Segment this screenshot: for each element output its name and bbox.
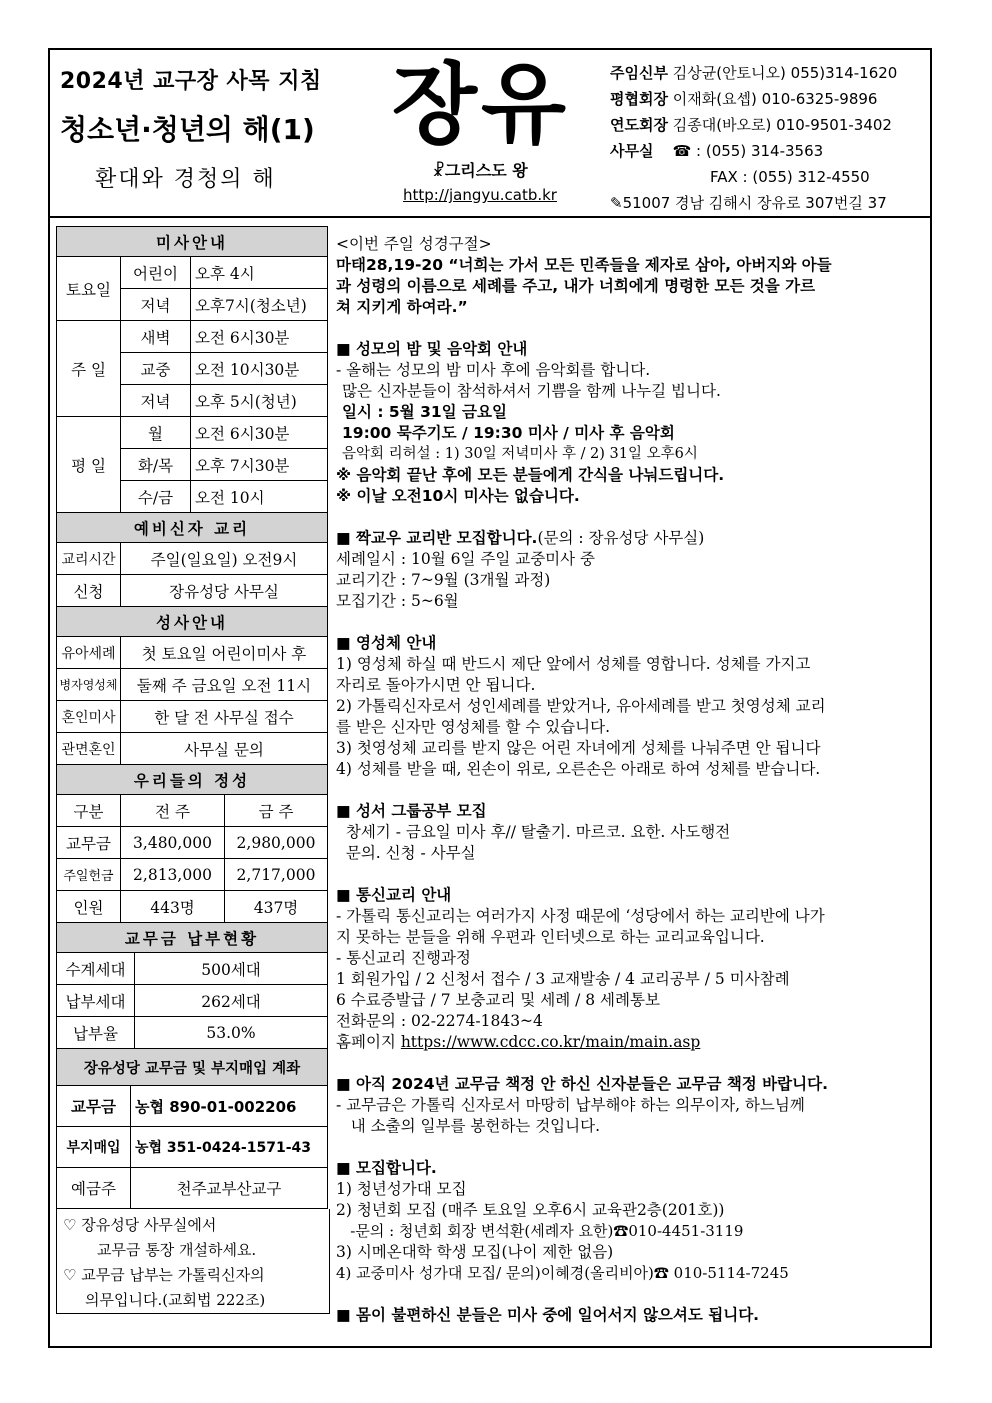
offering-cell: 주일헌금 [57,859,121,891]
section-line: - 올해는 성모의 밤 미사 후에 음악회를 합니다. [336,361,651,379]
mass-type: 어린이 [121,257,191,289]
catechumen-value: 장유성당 사무실 [121,575,328,607]
mass-time: 오후 4시 [191,257,328,289]
offering-cell: 3,480,000 [121,827,225,859]
contact-council: 평협회장 이재화(요셉) 010-6325-9896 [610,90,878,108]
sacrament-key: 관면혼인 [57,733,121,765]
left-column [56,226,328,1314]
offering-header: 전 주 [121,795,225,827]
dues-key: 납부세대 [57,985,135,1017]
feast-subtitle: ☧그리스도 왕 [432,161,528,180]
website-link[interactable]: http://jangyu.catb.kr [403,186,557,204]
section-title-row [336,528,926,549]
section-line: 4) 교중미사 성가대 모집/ 문의)이혜경(올리비아)☎ 010-5114-7245 [336,1264,789,1282]
homepage-link[interactable]: https://www.cdcc.co.kr/main/main.asp [400,1033,701,1051]
offering-cell: 2,717,000 [225,859,328,891]
account-value: 천주교부산교구 [131,1168,328,1209]
account-value: 농협 890-01-002206 [131,1086,328,1127]
note-line: 교무금 통장 개설하세요. [97,1241,257,1259]
section-line: 문의. 신청 - 사무실 [336,844,476,862]
section-line: 모집기간 : 5~6월 [336,592,459,610]
offering-cell: 교무금 [57,827,121,859]
table-row [57,891,328,923]
account-key: 예금주 [57,1168,131,1209]
mass-time: 오후7시(청소년) [191,289,328,321]
section-line: 전화문의 : 02-2274-1843~4 [336,1012,543,1030]
offering-header: 금 주 [225,795,328,827]
section-line: 지 못하는 분들을 위해 우편과 인터넷으로 하는 교리교육입니다. [336,928,765,946]
section-title: ■ 통신교리 안내 [336,886,452,904]
contact-office: 사무실 ☎ : (055) 314-3563 [610,142,824,160]
section-line: 창세기 - 금요일 미사 후// 탈출기. 마르코. 요한. 사도행전 [336,823,731,841]
mass-type: 저녁 [121,385,191,417]
account-table [56,1048,328,1209]
section-line: 많은 신자분들이 참석하셔서 기쁨을 함께 나누길 빕니다. [342,382,721,400]
mass-title: 미사안내 [57,227,328,257]
section-line: 3) 첫영성체 교리를 받지 않은 어린 자녀에게 성체를 나눠주면 안 됩니다 [336,739,821,757]
section-title: ■ 성서 그룹공부 모집 [336,802,487,820]
mass-type: 저녁 [121,289,191,321]
section-line: 1) 청년성가대 모집 [336,1180,467,1198]
mass-time: 오전 10시 [191,481,328,513]
offering-cell: 2,813,000 [121,859,225,891]
info-table [56,226,328,765]
section-line: 2) 가톨릭신자로서 성인세례를 받았거나, 유아세례를 받고 첫영성체 교리 [336,697,826,715]
mass-time: 오전 6시30분 [191,321,328,353]
mass-type: 월 [121,417,191,449]
section-line: 19:00 묵주기도 / 19:30 미사 / 미사 후 음악회 [342,424,675,442]
year-theme: 청소년·청년의 해(1) [60,113,315,146]
section-line: ※ 음악회 끝난 후에 모든 분들에게 간식을 나눠드립니다. [336,466,725,484]
contact-yeondo: 연도회장 김종대(바오로) 010-9501-3402 [610,116,892,134]
note-line: 의무입니다.(교회법 222조) [85,1291,266,1309]
offering-cell: 인원 [57,891,121,923]
sacrament-value: 첫 토요일 어린이미사 후 [121,637,328,669]
section-note: (문의 : 장유성당 사무실) [537,529,705,547]
contact-pastor: 주임신부 김상균(안토니오) 055)314-1620 [610,64,898,82]
dues-value: 53.0% [135,1017,328,1049]
contact-fax: FAX : (055) 312-4550 [710,168,870,186]
section-title: ■ 모집합니다. [336,1159,437,1177]
catechumen-title: 예비신자 교리 [57,513,328,543]
section-title: ■ 아직 2024년 교무금 책정 안 하신 신자분들은 교무금 책정 바랍니다. [336,1075,828,1093]
pastoral-guideline: 2024년 교구장 사목 지침 [60,69,322,94]
sacrament-key: 병자영성체 [57,669,121,701]
account-key: 교무금 [57,1086,131,1127]
section-line: 일시 : 5월 31일 금요일 [342,403,507,421]
section-line: 자리로 돌아가시면 안 됩니다. [336,676,536,694]
account-title: 장유성당 교무금 및 부지매입 계좌 [57,1049,328,1086]
offering-cell: 2,980,000 [225,827,328,859]
section-line: ※ 이날 오전10시 미사는 없습니다. [336,487,580,505]
section-line: 교리기간 : 7~9월 (3개월 과정) [336,571,551,589]
mass-time: 오후 7시30분 [191,449,328,481]
offering-header: 구분 [57,795,121,827]
mass-time: 오전 6시30분 [191,417,328,449]
mass-type: 새벽 [121,321,191,353]
verse-line: 마태28,19-20 “너희는 가서 모든 민족들을 제자로 삼아, 아버지와 아들 [336,256,832,274]
offering-cell: 443명 [121,891,225,923]
bulletin-frame [48,48,932,1348]
dues-value: 262세대 [135,985,328,1017]
weekday-label: 평 일 [57,417,121,513]
section-line: 1 회원가입 / 2 신청서 접수 / 3 교재발송 / 4 교리공부 / 5 미사참례 [336,970,790,988]
catechumen-key: 신청 [57,575,121,607]
right-column [336,234,926,1326]
mass-time: 오후 5시(청년) [191,385,328,417]
table-row [57,827,328,859]
section-line: 1) 영성체 하실 때 반드시 제단 앞에서 성체를 영합니다. 성체를 가지고 [336,655,811,673]
account-value: 농협 351-0424-1571-43 [131,1127,328,1168]
table-row [57,859,328,891]
section-line: 6 수료증발급 / 7 보충교리 및 세례 / 8 세례통보 [336,991,660,1009]
offering-cell: 437명 [225,891,328,923]
sacrament-value: 둘째 주 금요일 오전 11시 [121,669,328,701]
sacrament-key: 유아세례 [57,637,121,669]
mass-type: 화/목 [121,449,191,481]
section-line: 세례일시 : 10월 6일 주일 교중미사 중 [336,550,596,568]
section-line: 4) 성체를 받을 때, 왼손이 위로, 오른손은 아래로 하여 성체를 받습니다. [336,760,821,778]
dues-key: 납부율 [57,1017,135,1049]
account-key: 부지매입 [57,1127,131,1168]
section-line: - 통신교리 진행과정 [336,949,471,967]
catechumen-key: 교리시간 [57,543,121,575]
mass-type: 수/금 [121,481,191,513]
section-title: ■ 영성체 안내 [336,634,437,652]
dues-key: 수계세대 [57,953,135,985]
sun-label: 주 일 [57,321,121,417]
offering-table [56,764,328,923]
homepage-row [336,1032,926,1053]
section-line: 를 받은 신자만 영성체를 할 수 있습니다. [336,718,611,736]
verse-line: 과 성령의 이름으로 세례를 주고, 내가 너희에게 명령한 모든 것을 가르 [336,277,816,295]
offering-title: 우리들의 정성 [57,765,328,795]
section-line: 2) 청년회 모집 (매주 토요일 오후6시 교육관2층(201호)) [336,1201,725,1219]
section-title: ■ 몸이 불편하신 분들은 미사 중에 일어서지 않으셔도 됩니다. [336,1306,760,1324]
mass-type: 교중 [121,353,191,385]
year-motto: 환대와 경청의 해 [95,167,276,192]
verse-heading: <이번 주일 성경구절> [336,235,492,253]
section-line: - 교무금은 가톨릭 신자로서 마땅히 납부해야 하는 의무이자, 하느님께 [336,1096,805,1114]
dues-value: 500세대 [135,953,328,985]
homepage-label: 홈페이지 [336,1033,401,1051]
section-line: 3) 시메온대학 학생 모집(나이 제한 없음) [336,1243,614,1261]
contact-address: ✎51007 경남 김해시 장유로 307번길 37 [610,194,887,212]
sacrament-title: 성사안내 [57,607,328,637]
contact-list [610,60,897,216]
section-line: 음악회 리허설 : 1) 30일 저녁미사 후 / 2) 31일 오후6시 [342,446,698,462]
sat-label: 토요일 [57,257,121,321]
mass-time: 오전 10시30분 [191,353,328,385]
note-line: ♡ 교무금 납부는 가톨릭신자의 [63,1266,265,1284]
sacrament-key: 혼인미사 [57,701,121,733]
note-line: ♡ 장유성당 사무실에서 [63,1216,217,1234]
section-line: -문의 : 청년회 회장 변석환(세례자 요한)☎010-4451-3119 [336,1222,744,1240]
section-title: ■ 성모의 밤 및 음악회 안내 [336,340,528,358]
section-line: - 가톨릭 통신교리는 여러가지 사정 때문에 ‘성당에서 하는 교리반에 나가 [336,907,825,925]
bulletin-title: 장유 [391,53,571,156]
dues-title: 교무금 납부현황 [57,923,328,953]
section-title: ■ 짝교우 교리반 모집합니다. [336,529,538,547]
section-line: 내 소출의 일부를 봉헌하는 것입니다. [336,1117,601,1135]
dues-table [56,922,328,1049]
header [50,50,930,218]
catechumen-value: 주일(일요일) 오전9시 [121,543,328,575]
sacrament-value: 한 달 전 사무실 접수 [121,701,328,733]
sacrament-value: 사무실 문의 [121,733,328,765]
account-notes [56,1209,330,1314]
verse-line: 쳐 지키게 하여라.” [336,298,468,316]
